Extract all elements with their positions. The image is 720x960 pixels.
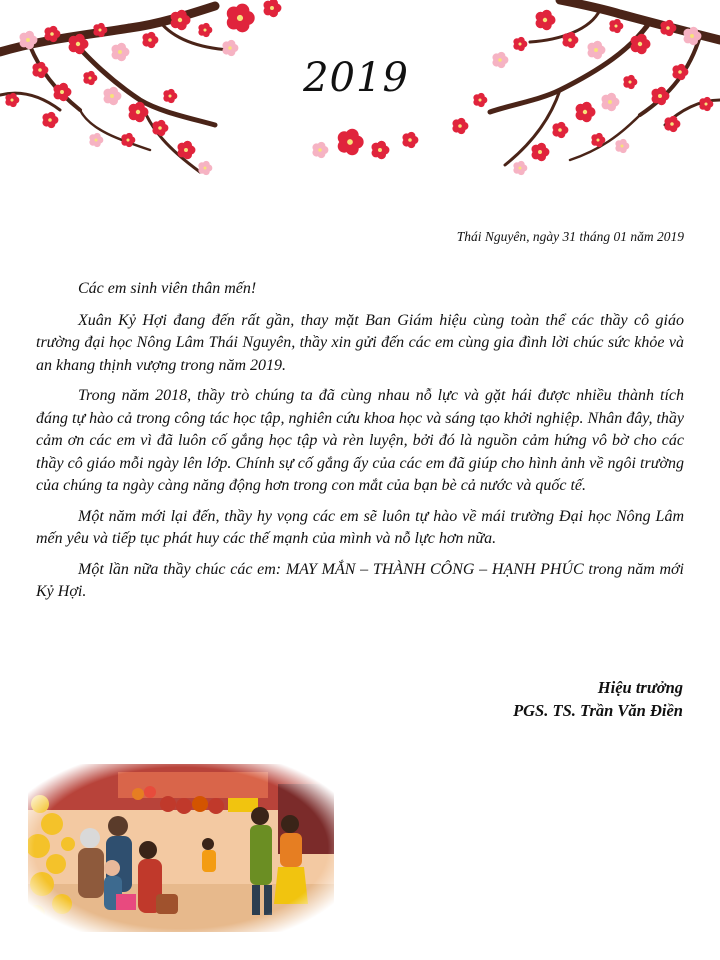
blossom-icon	[103, 87, 121, 105]
blossom-icon	[513, 161, 527, 175]
blossom-icon	[552, 122, 568, 138]
blossom-icon	[227, 4, 255, 33]
blossom-icon	[601, 93, 619, 111]
blossom-icon	[587, 41, 605, 59]
signature-title: Hiệu trưởng	[597, 678, 683, 697]
blossom-icon	[513, 37, 527, 51]
blossom-icon	[631, 34, 651, 54]
blossom-icon	[576, 102, 596, 122]
blossom-icon	[152, 120, 168, 136]
blossom-icon	[452, 118, 468, 134]
blossom-icon	[623, 75, 637, 89]
signature-name: PGS. TS. Trần Văn Điền	[513, 701, 683, 720]
blossom-icon	[83, 71, 97, 85]
blossom-icon	[177, 141, 195, 159]
blossom-icon	[89, 133, 103, 147]
paragraph-1: Xuân Kỷ Hợi đang đến rất gần, thay mặt Ban Giám hiệu cùng toàn thể các thầy cô giáo trường đại học Nông Lâm Thái Nguyên, thầy xin gửi đến các em cùng gia đình lời chúc sức khỏe và an khang thịnh vượng trong năm 2019.	[36, 311, 684, 374]
greeting: Các em sinh viên thân mến!	[78, 280, 257, 297]
blossom-icon	[609, 19, 623, 33]
blossom-icon	[473, 93, 487, 107]
blossom-icon	[163, 89, 177, 103]
blossom-icon	[312, 142, 328, 158]
tet-market-illustration	[28, 764, 334, 932]
blossom-icon	[5, 93, 19, 107]
paragraph-4: Một lần nữa thầy chúc các em: MAY MẮN – THÀNH CÔNG – HẠNH PHÚC trong năm mới Kỷ Hợi.	[36, 560, 684, 600]
blossom-icon	[371, 141, 389, 159]
date-line: Thái Nguyên, ngày 31 tháng 01 năm 2019	[456, 229, 684, 244]
blossom-icon	[111, 43, 129, 61]
signature-block	[513, 676, 683, 722]
paragraph-2: Trong năm 2018, thầy trò chúng ta đã cùng nhau nỗ lực và gặt hái được nhiều thành tích đáng tự hào cả trong công tác học tập, nghiên cứu khoa học và sáng tạo khởi nghiệp. Nhân đây, thầy cảm ơn các em vì đã luôn cố gắng học tập và rèn luyện, bởi đó là nguồn cảm hứng vô bờ cho các thầy cô giáo mỗi ngày lên lớp. Chính sự cố gắng ấy của các em đã giúp cho hình ảnh về ngôi trường của chúng ta ngày càng năng động hơn trong con mắt của bạn bè cả nước và quốc tế.	[36, 387, 684, 494]
paragraph-3: Một năm mới lại đến, thầy hy vọng các em sẽ luôn tự hào về mái trường Đại học Nông Lâm mến yêu và tiếp tục phát huy các thế mạnh của mình và nỗ lực hơn nữa.	[36, 507, 684, 547]
letter-body	[36, 278, 684, 612]
blossom-icon	[198, 23, 212, 37]
blossom-icon	[142, 32, 158, 48]
blossom-icon	[651, 87, 669, 105]
blossom-icon	[536, 10, 556, 30]
blossom-icon	[42, 112, 58, 128]
blossom-icon	[263, 0, 281, 17]
blossom-icon	[615, 139, 629, 153]
year-2019-logo: 2019	[303, 55, 409, 101]
blossom-icon	[222, 40, 238, 56]
blossom-icon	[531, 143, 549, 161]
blossom-icon	[198, 161, 212, 175]
blossom-icon	[699, 97, 713, 111]
blossom-icon	[562, 32, 578, 48]
blossom-icon	[660, 20, 676, 36]
blossom-icon	[492, 52, 508, 68]
blossom-icon	[664, 116, 680, 132]
blossom-icon	[338, 129, 364, 156]
blossom-icon	[402, 132, 418, 148]
